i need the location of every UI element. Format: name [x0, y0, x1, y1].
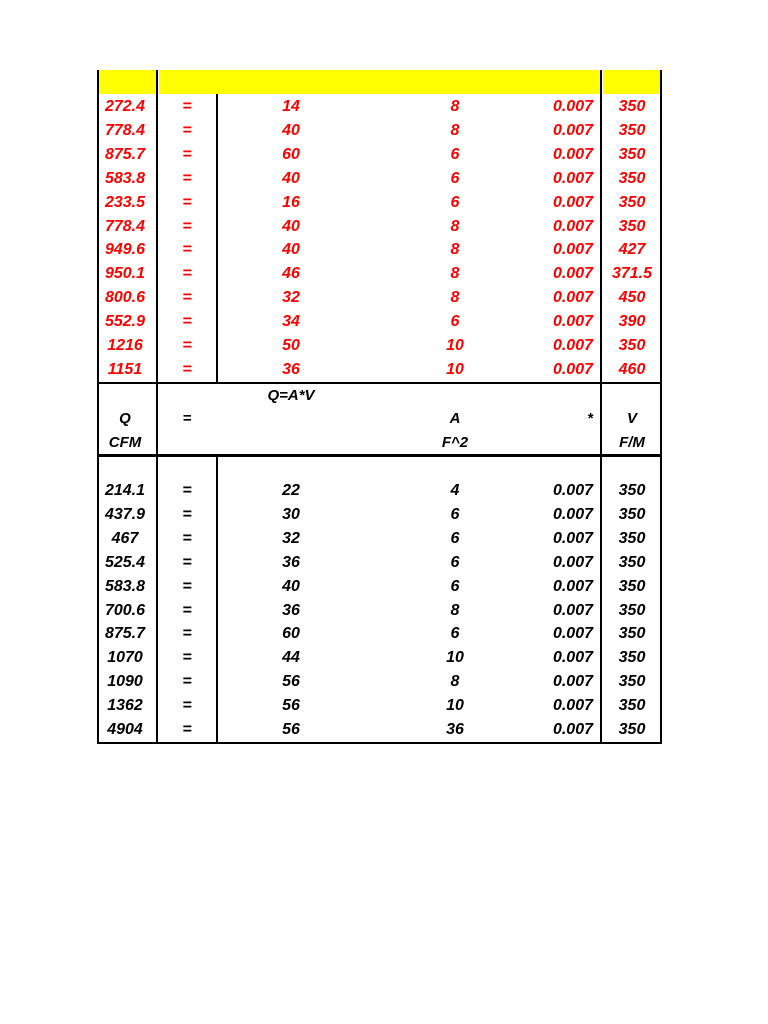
- equals-cell: =: [182, 265, 192, 283]
- value-cell: 56: [282, 721, 300, 738]
- velocity-cell: 350: [618, 721, 646, 738]
- factor-cell: 0.007: [552, 673, 593, 691]
- table-row: [97, 119, 662, 143]
- cfm-cell: 214.1: [104, 482, 146, 499]
- area-cell: 6: [450, 313, 460, 331]
- velocity-cell: 371.5: [611, 265, 653, 283]
- cfm-cell: 467: [111, 529, 139, 547]
- factor-cell: 0.007: [552, 169, 593, 187]
- factor-cell: 0.007: [552, 553, 593, 571]
- area-cell: 8: [450, 121, 460, 139]
- value-cell: 32: [282, 529, 300, 547]
- area-cell: 6: [450, 529, 460, 547]
- cfm-cell: 233.5: [104, 193, 146, 211]
- equals-cell: =: [182, 529, 192, 547]
- table-row: [97, 646, 662, 670]
- equals-cell: =: [182, 217, 192, 235]
- table-row: [97, 358, 662, 382]
- table-row: [97, 238, 662, 262]
- cfm-cell: 949.6: [104, 241, 146, 259]
- velocity-cell: 350: [618, 673, 646, 691]
- equals-cell: =: [182, 505, 192, 523]
- area-cell: 8: [450, 601, 460, 619]
- border-table-bottom: [97, 742, 662, 744]
- table-row: [97, 670, 662, 694]
- equals-cell: =: [182, 649, 192, 667]
- value-cell: 56: [282, 697, 300, 715]
- table-row: [97, 479, 662, 503]
- value-cell: 30: [282, 505, 300, 523]
- table-row: [97, 191, 662, 215]
- yellow-header-cell-middle: [159, 70, 600, 94]
- equals-cell: =: [182, 169, 192, 187]
- value-cell: 46: [282, 265, 300, 283]
- header-v: V: [626, 410, 637, 427]
- table-row: [97, 143, 662, 167]
- table-row: [97, 95, 662, 119]
- factor-cell: 0.007: [552, 482, 593, 499]
- equals-cell: =: [182, 193, 192, 211]
- table-row: [97, 599, 662, 623]
- factor-cell: 0.007: [552, 265, 593, 283]
- equals-cell: =: [182, 601, 192, 619]
- table-row: [97, 622, 662, 646]
- factor-cell: 0.007: [552, 289, 593, 307]
- area-cell: 6: [450, 145, 460, 163]
- factor-cell: 0.007: [552, 625, 593, 643]
- table-row: [97, 262, 662, 286]
- factor-cell: 0.007: [552, 697, 593, 715]
- value-cell: 34: [282, 313, 300, 331]
- cfm-cell: 583.8: [104, 577, 146, 595]
- velocity-cell: 350: [618, 649, 646, 667]
- equals-cell: =: [182, 553, 192, 571]
- factor-cell: 0.007: [552, 360, 593, 378]
- equals-cell: =: [182, 241, 192, 259]
- cfm-cell: 875.7: [104, 145, 146, 163]
- value-cell: 56: [282, 673, 300, 691]
- area-cell: 6: [450, 169, 460, 187]
- value-cell: 36: [282, 553, 300, 571]
- cfm-cell: 1070: [107, 649, 143, 667]
- table-row: [97, 503, 662, 527]
- value-cell: 44: [282, 649, 300, 667]
- factor-cell: 0.007: [552, 217, 593, 235]
- area-cell: 8: [450, 241, 460, 259]
- velocity-cell: 350: [618, 98, 646, 115]
- table-row: [97, 718, 662, 742]
- table-row: [97, 215, 662, 239]
- factor-cell: 0.007: [552, 241, 593, 259]
- equals-cell: =: [182, 289, 192, 307]
- equals-cell: =: [182, 98, 192, 115]
- velocity-cell: 350: [618, 337, 646, 354]
- area-cell: 10: [446, 360, 464, 378]
- factor-cell: 0.007: [552, 649, 593, 667]
- cfm-cell: 950.1: [104, 265, 146, 283]
- formula-row: [97, 384, 662, 408]
- equals-cell: =: [182, 313, 192, 331]
- table-row: [97, 167, 662, 191]
- value-cell: 40: [282, 241, 300, 259]
- area-cell: 36: [446, 721, 464, 738]
- equals-cell: =: [182, 697, 192, 715]
- factor-cell: 0.007: [552, 529, 593, 547]
- header-row-1: [97, 407, 662, 431]
- value-cell: 60: [282, 145, 300, 163]
- cfm-cell: 875.7: [104, 625, 146, 643]
- header-fm: F/M: [619, 434, 645, 451]
- equals-cell: =: [182, 145, 192, 163]
- value-cell: 22: [282, 482, 300, 499]
- formula-title: Q=A*V: [267, 387, 315, 404]
- value-cell: 40: [282, 169, 300, 187]
- value-cell: 16: [282, 193, 300, 211]
- header-row-2: [97, 431, 662, 455]
- value-cell: 50: [282, 337, 300, 354]
- velocity-cell: 460: [618, 360, 646, 378]
- velocity-cell: 350: [618, 553, 646, 571]
- area-cell: 8: [450, 217, 460, 235]
- area-cell: 8: [450, 265, 460, 283]
- area-cell: 10: [446, 337, 464, 354]
- value-cell: 36: [282, 360, 300, 378]
- velocity-cell: 350: [618, 121, 646, 139]
- spreadsheet-table: [97, 70, 662, 744]
- area-cell: 8: [450, 673, 460, 691]
- header-multiply: *: [587, 410, 593, 427]
- equals-cell: =: [182, 673, 192, 691]
- factor-cell: 0.007: [552, 505, 593, 523]
- velocity-cell: 350: [618, 217, 646, 235]
- equals-cell: =: [182, 577, 192, 595]
- cfm-cell: 1151: [107, 360, 143, 378]
- equals-cell: =: [182, 482, 192, 499]
- cfm-cell: 525.4: [104, 553, 146, 571]
- velocity-cell: 427: [618, 241, 646, 259]
- table-row: [97, 694, 662, 718]
- value-cell: 60: [282, 625, 300, 643]
- velocity-cell: 350: [618, 145, 646, 163]
- equals-cell: =: [182, 625, 192, 643]
- cfm-cell: 778.4: [104, 121, 146, 139]
- header-q: Q: [119, 410, 131, 427]
- cfm-cell: 1216: [107, 337, 143, 354]
- area-cell: 6: [450, 505, 460, 523]
- velocity-cell: 350: [618, 505, 646, 523]
- table-row: [97, 527, 662, 551]
- value-cell: 40: [282, 121, 300, 139]
- equals-cell: =: [182, 337, 192, 354]
- header-cfm: CFM: [108, 434, 142, 451]
- value-cell: 36: [282, 601, 300, 619]
- velocity-cell: 350: [618, 577, 646, 595]
- cfm-cell: 1362: [107, 697, 143, 715]
- value-cell: 14: [282, 98, 300, 115]
- velocity-cell: 350: [618, 697, 646, 715]
- factor-cell: 0.007: [552, 121, 593, 139]
- factor-cell: 0.007: [552, 98, 593, 115]
- factor-cell: 0.007: [552, 193, 593, 211]
- area-cell: 6: [450, 193, 460, 211]
- area-cell: 10: [446, 697, 464, 715]
- area-cell: 6: [450, 553, 460, 571]
- factor-cell: 0.007: [552, 145, 593, 163]
- cfm-cell: 800.6: [104, 289, 146, 307]
- cfm-cell: 272.4: [104, 98, 146, 115]
- value-cell: 40: [282, 577, 300, 595]
- velocity-cell: 450: [618, 289, 646, 307]
- cfm-cell: 4904: [107, 721, 143, 738]
- table-row: [97, 551, 662, 575]
- velocity-cell: 350: [618, 169, 646, 187]
- cfm-cell: 1090: [107, 673, 143, 691]
- area-cell: 6: [450, 625, 460, 643]
- value-cell: 40: [282, 217, 300, 235]
- header-a: A: [449, 410, 461, 427]
- area-cell: 8: [450, 289, 460, 307]
- yellow-header-cell-left: [98, 70, 156, 94]
- factor-cell: 0.007: [552, 721, 593, 738]
- velocity-cell: 350: [618, 529, 646, 547]
- area-cell: 6: [450, 577, 460, 595]
- yellow-header-cell-right: [603, 70, 661, 94]
- cfm-cell: 583.8: [104, 169, 146, 187]
- velocity-cell: 350: [618, 625, 646, 643]
- area-cell: 10: [446, 649, 464, 667]
- table-row: [97, 575, 662, 599]
- velocity-cell: 350: [618, 193, 646, 211]
- cfm-cell: 552.9: [104, 313, 146, 331]
- header-equals: =: [182, 410, 192, 427]
- equals-cell: =: [182, 360, 192, 378]
- area-cell: 8: [450, 98, 460, 115]
- table-row: [97, 310, 662, 334]
- cfm-cell: 700.6: [104, 601, 146, 619]
- header-f2: F^2: [441, 434, 469, 451]
- cfm-cell: 437.9: [104, 505, 146, 523]
- velocity-cell: 390: [618, 313, 646, 331]
- equals-cell: =: [182, 721, 192, 738]
- factor-cell: 0.007: [552, 601, 593, 619]
- cfm-cell: 778.4: [104, 217, 146, 235]
- equals-cell: =: [182, 121, 192, 139]
- table-row: [97, 286, 662, 310]
- table-row: [97, 334, 662, 358]
- factor-cell: 0.007: [552, 313, 593, 331]
- factor-cell: 0.007: [552, 337, 593, 354]
- velocity-cell: 350: [618, 482, 646, 499]
- factor-cell: 0.007: [552, 577, 593, 595]
- area-cell: 4: [450, 482, 460, 499]
- value-cell: 32: [282, 289, 300, 307]
- velocity-cell: 350: [618, 601, 646, 619]
